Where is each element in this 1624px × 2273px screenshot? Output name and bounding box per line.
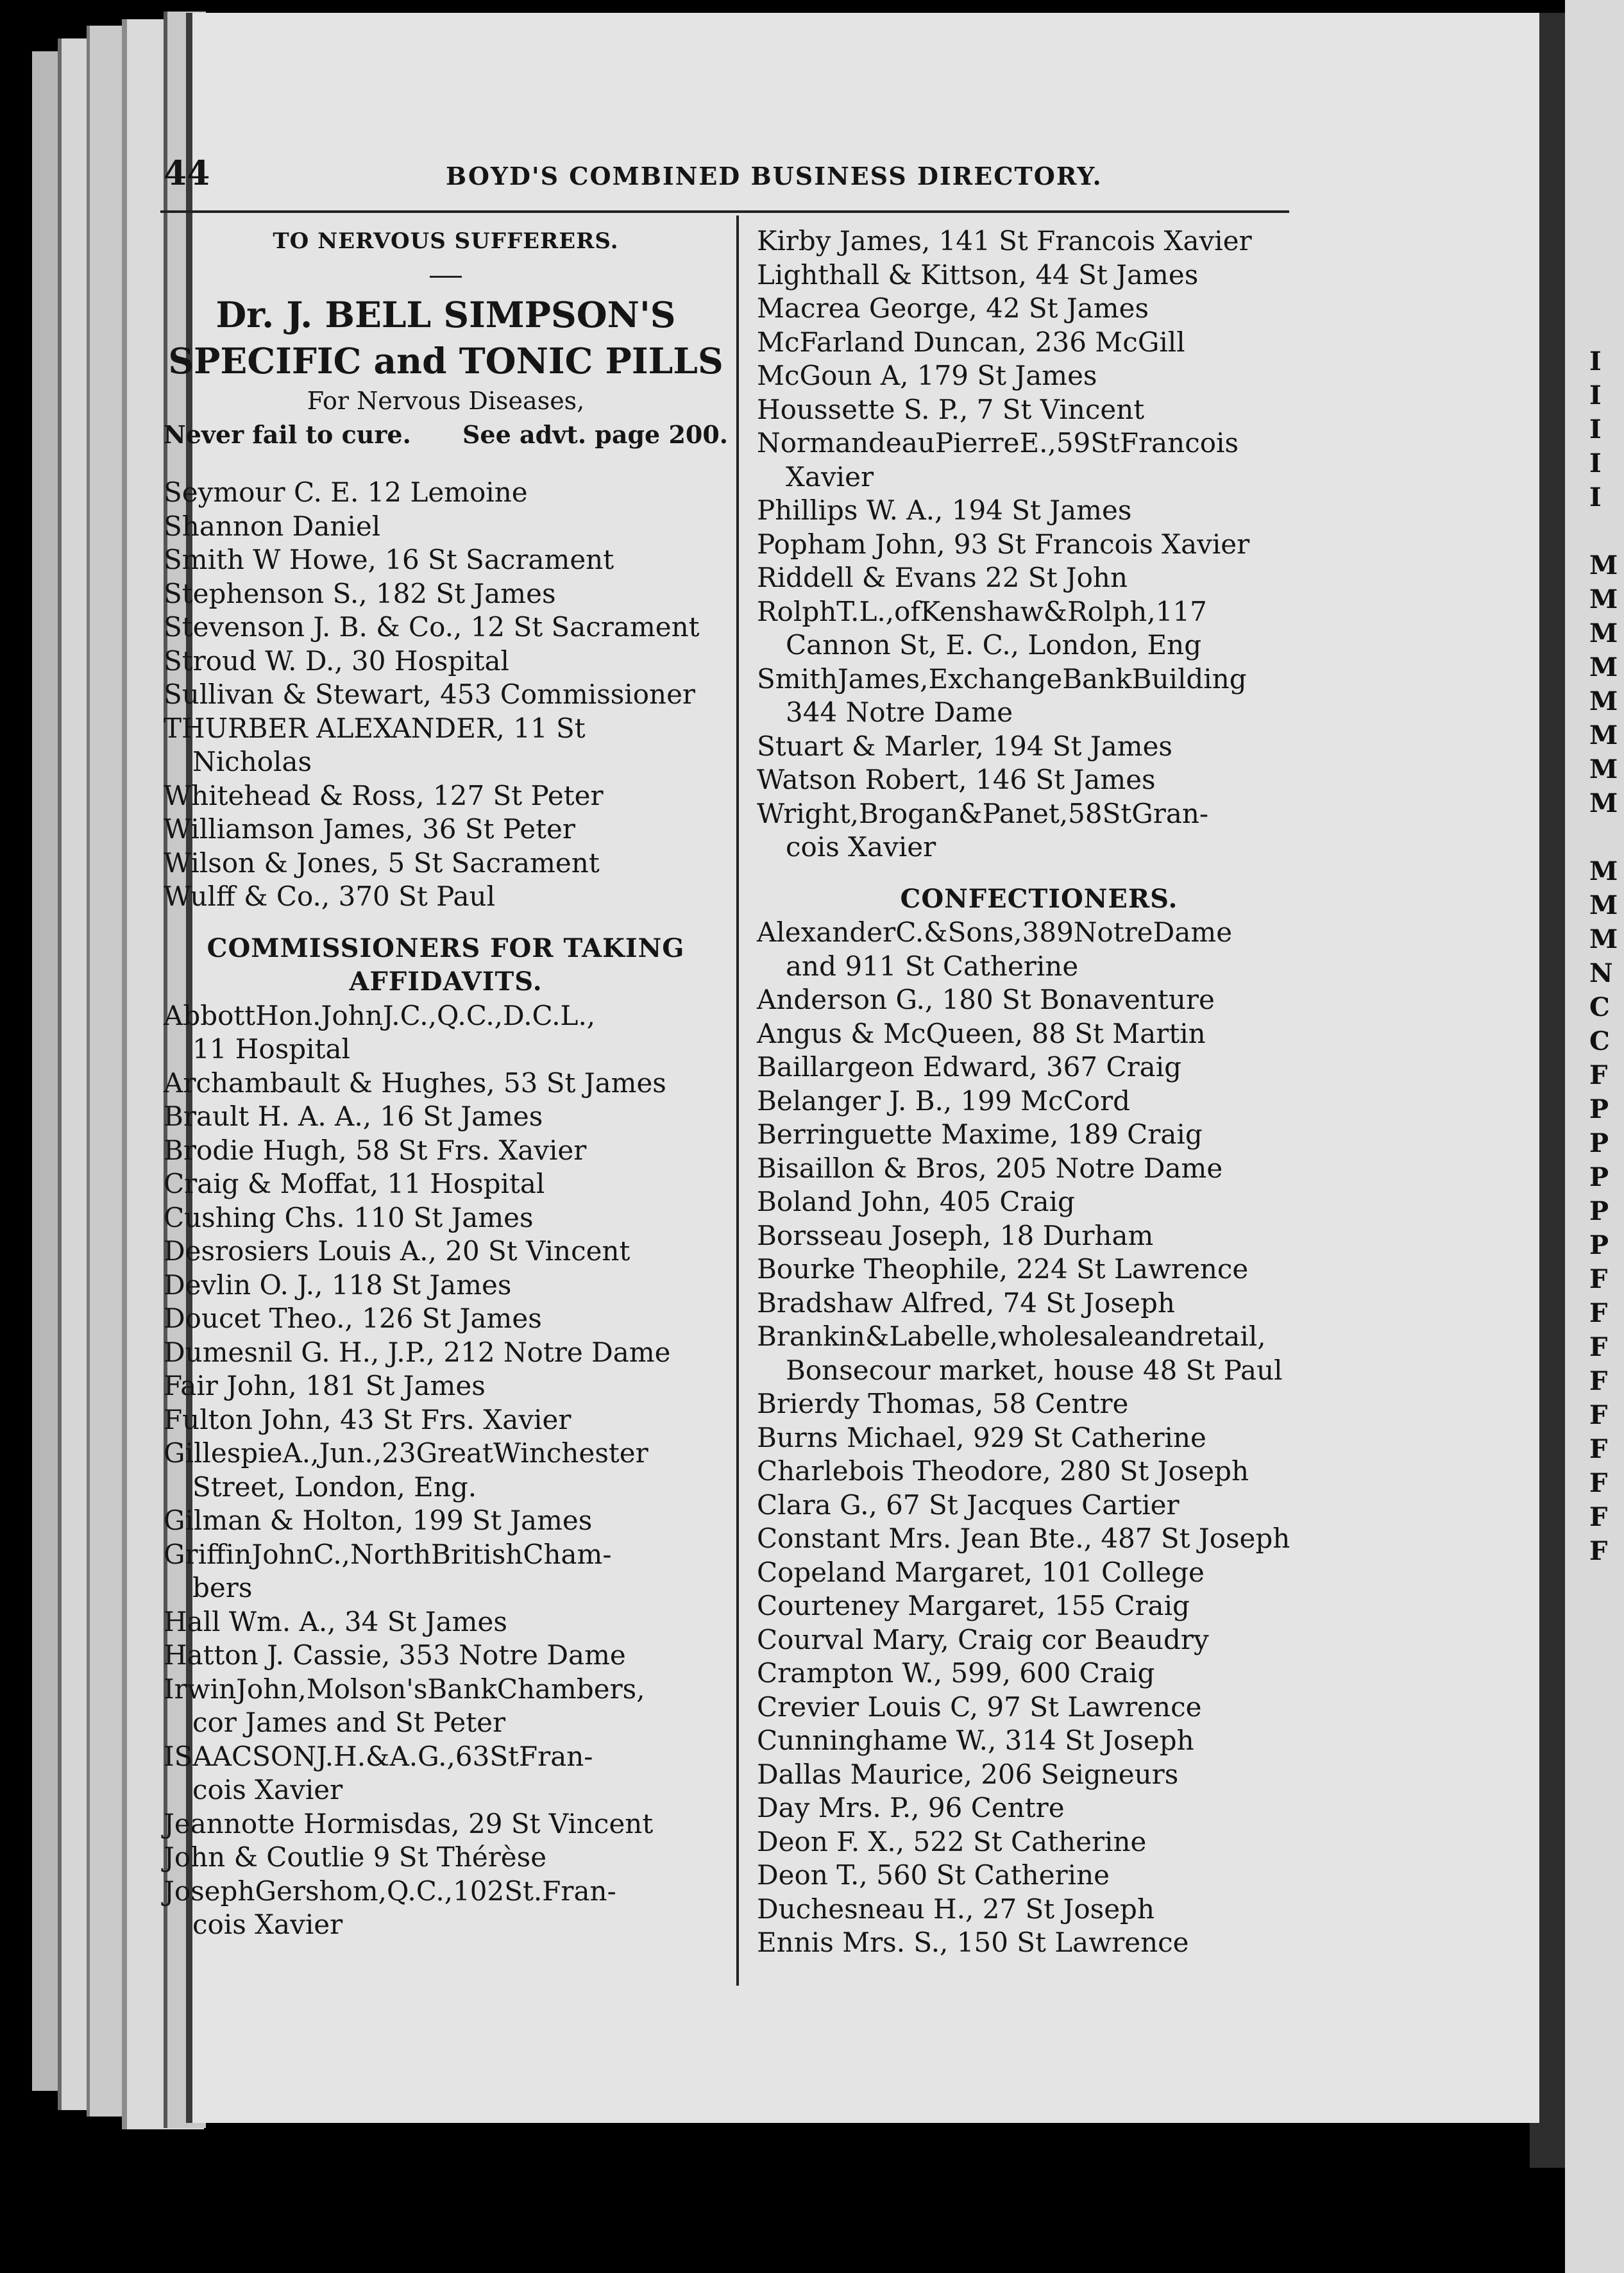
next-page-letter: M bbox=[1589, 890, 1618, 920]
word: Notre bbox=[1073, 917, 1153, 948]
next-page-letter: F bbox=[1589, 1060, 1608, 1090]
listing-entry: Bourke Theophile, 224 St Lawrence bbox=[757, 1253, 1249, 1285]
advert-right-note: See advt. page 200. bbox=[462, 419, 728, 449]
word: L., bbox=[859, 595, 895, 627]
word: Normandeau bbox=[757, 427, 935, 459]
listing-entry bbox=[164, 1437, 728, 1471]
word: 59 bbox=[1056, 427, 1091, 459]
spacer bbox=[164, 914, 728, 932]
listing-entry: Belanger J. B., 199 McCord bbox=[757, 1085, 1131, 1117]
listing-entry: Wilson & Jones, 5 St Sacrament bbox=[164, 847, 600, 879]
listing-continuation: cois Xavier bbox=[786, 831, 936, 863]
listing-continuation: Street, London, Eng. bbox=[192, 1471, 477, 1503]
listing-entry bbox=[757, 427, 1321, 461]
next-page-letter: M bbox=[1589, 924, 1618, 954]
page-header bbox=[164, 149, 1267, 194]
word: & bbox=[958, 797, 983, 829]
advert-left-note: Never fail to cure. bbox=[164, 419, 411, 449]
listing-entry: Shannon Daniel bbox=[164, 510, 381, 542]
listing-entry: Fair John, 181 St James bbox=[164, 1370, 486, 1401]
listing-entry bbox=[164, 1673, 728, 1707]
listing-entry: Dallas Maurice, 206 Seigneurs bbox=[757, 1758, 1179, 1790]
listing-entry: Gilman & Holton, 199 St James bbox=[164, 1505, 593, 1536]
listing-entry bbox=[757, 595, 1321, 629]
listing-continuation: cois Xavier bbox=[192, 1909, 343, 1940]
word: retail, bbox=[1184, 1321, 1266, 1352]
word: & bbox=[924, 917, 948, 948]
listing-continuation: Bonsecour market, house 48 St Paul bbox=[786, 1354, 1283, 1386]
listing-entry: Berringuette Maxime, 189 Craig bbox=[757, 1119, 1203, 1150]
listing-continuation: bers bbox=[192, 1572, 253, 1603]
listing-entry: Stroud W. D., 30 Hospital bbox=[164, 645, 509, 677]
listing-entry: Burns Michael, 929 St Catherine bbox=[757, 1421, 1206, 1453]
advert-notes bbox=[164, 418, 728, 452]
word: & bbox=[865, 1321, 890, 1352]
listing-entry: Sullivan & Stewart, 453 Commissioner bbox=[164, 679, 696, 710]
word: St. bbox=[504, 1875, 543, 1907]
word: G., bbox=[418, 1740, 455, 1772]
word: T. bbox=[836, 595, 859, 627]
listing-group-w bbox=[164, 779, 728, 914]
word: James, bbox=[837, 663, 929, 695]
listing-entry: Desrosiers Louis A., 20 St Vincent bbox=[164, 1235, 630, 1267]
next-page-letter: P bbox=[1589, 1196, 1609, 1226]
word: North bbox=[350, 1538, 432, 1570]
listing-entry: Charlebois Theodore, 280 St Joseph bbox=[757, 1455, 1249, 1487]
commissioners-list bbox=[164, 999, 728, 1942]
word: St bbox=[1090, 427, 1120, 459]
listing-entry: Baillargeon Edward, 367 Craig bbox=[757, 1051, 1182, 1083]
listing-group-k-w bbox=[757, 224, 1321, 865]
listing-entry: Day Mrs. P., 96 Centre bbox=[757, 1792, 1065, 1823]
advert-kicker: TO NERVOUS SUFFERERS. bbox=[273, 228, 619, 254]
word: Sons, bbox=[947, 917, 1022, 948]
listing-entry: Crampton W., 599, 600 Craig bbox=[757, 1657, 1155, 1689]
next-page-letter: F bbox=[1589, 1366, 1608, 1396]
next-page-letter: F bbox=[1589, 1468, 1608, 1498]
listing-entry: Borsseau Joseph, 18 Durham bbox=[757, 1219, 1154, 1251]
listing-entry bbox=[164, 1740, 728, 1774]
word: John bbox=[251, 1538, 314, 1570]
word: Alexander bbox=[757, 917, 896, 948]
word: John, bbox=[236, 1673, 307, 1705]
next-page-letter: N bbox=[1589, 958, 1613, 988]
word: St bbox=[489, 1740, 519, 1772]
word: and bbox=[1133, 1321, 1185, 1352]
next-page-letter: I bbox=[1589, 482, 1602, 512]
word: Fran- bbox=[519, 1740, 593, 1772]
word: Rolph, bbox=[1067, 595, 1156, 627]
next-page-letter: F bbox=[1589, 1264, 1608, 1294]
word: C., bbox=[313, 1538, 350, 1570]
listing-entry: Copeland Margaret, 101 College bbox=[757, 1556, 1205, 1588]
listing-entry: Lighthall & Kittson, 44 St James bbox=[757, 258, 1199, 291]
word: C., bbox=[400, 999, 437, 1031]
word: Gillespie bbox=[164, 1437, 283, 1469]
word: Jun., bbox=[319, 1437, 382, 1469]
listing-entry: Doucet Theo., 126 St James bbox=[164, 1303, 542, 1334]
next-page-letter: M bbox=[1589, 584, 1618, 614]
word: 117 bbox=[1155, 595, 1207, 627]
listing-entry: Devlin O. J., 118 St James bbox=[164, 1269, 512, 1301]
listing-continuation: cor James and St Peter bbox=[192, 1707, 506, 1738]
word: 389 bbox=[1022, 917, 1074, 948]
word: Bank bbox=[1062, 663, 1132, 695]
listing-entry: Fulton John, 43 St Frs. Xavier bbox=[164, 1403, 571, 1435]
word: 58 bbox=[1068, 797, 1103, 829]
word: Cham- bbox=[523, 1538, 612, 1570]
listing-continuation: Cannon St, E. C., London, Eng bbox=[786, 629, 1202, 661]
word: British bbox=[431, 1538, 523, 1570]
next-page-letter: F bbox=[1589, 1502, 1608, 1532]
listing-entry: McGoun A, 179 St James bbox=[757, 360, 1097, 391]
next-page-letter: I bbox=[1589, 414, 1602, 444]
section-heading-commissioners: COMMISSIONERS FOR TAKING bbox=[207, 933, 685, 963]
word: Brogan bbox=[858, 797, 959, 829]
listing-entry: Brierdy Thomas, 58 Centre bbox=[757, 1388, 1129, 1419]
next-page-letter: C bbox=[1589, 992, 1610, 1022]
next-page-letter: P bbox=[1589, 1094, 1609, 1124]
word: Irwin bbox=[164, 1673, 237, 1705]
word: Panet, bbox=[982, 797, 1069, 829]
word: D.C.L., bbox=[503, 999, 596, 1031]
word: Gershom, bbox=[255, 1875, 387, 1907]
word: Kenshaw bbox=[920, 595, 1044, 627]
next-page-letter: F bbox=[1589, 1434, 1608, 1464]
next-page-letter: M bbox=[1589, 550, 1618, 580]
word: of bbox=[894, 595, 920, 627]
word: Smith bbox=[757, 663, 838, 695]
word: J. bbox=[382, 999, 400, 1031]
word: Labelle, bbox=[889, 1321, 999, 1352]
word: A., bbox=[282, 1437, 319, 1469]
listing-entry: Cushing Chs. 110 St James bbox=[164, 1201, 534, 1233]
listing-group-s bbox=[164, 476, 728, 712]
listing-entry bbox=[757, 797, 1321, 831]
listing-entry: Bradshaw Alfred, 74 St Joseph bbox=[757, 1287, 1175, 1319]
listing-continuation: 344 Notre Dame bbox=[786, 697, 1013, 728]
listing-entry: Stephenson S., 182 St James bbox=[164, 577, 556, 609]
listing-entry: Cunninghame W., 314 St Joseph bbox=[757, 1725, 1194, 1756]
next-page-letter: M bbox=[1589, 720, 1618, 750]
word: Bank bbox=[427, 1673, 497, 1705]
advert-title-2: SPECIFIC and TONIC PILLS bbox=[168, 340, 723, 382]
listing-entry: Boland John, 405 Craig bbox=[757, 1186, 1075, 1217]
listing-entry: Brodie Hugh, 58 St Frs. Xavier bbox=[164, 1134, 587, 1166]
listing-entry: Courteney Margaret, 155 Craig bbox=[757, 1590, 1190, 1621]
listing-continuation: Nicholas bbox=[192, 746, 312, 777]
listing-entry: Houssette S. P., 7 St Vincent bbox=[757, 393, 1145, 425]
listing-entry: Hall Wm. A., 34 St James bbox=[164, 1605, 507, 1637]
spacer bbox=[757, 865, 1321, 883]
word: & bbox=[1043, 595, 1068, 627]
word: Francois bbox=[1119, 427, 1239, 459]
word: Dame bbox=[1153, 917, 1233, 948]
listing-entry bbox=[164, 999, 728, 1033]
listing-entry: Courval Mary, Craig cor Beaudry bbox=[757, 1623, 1209, 1655]
listing-continuation: cois Xavier bbox=[192, 1774, 343, 1805]
word: 23 bbox=[382, 1437, 416, 1469]
listing-entry: Riddell & Evans 22 St John bbox=[757, 562, 1128, 593]
word: Griffin bbox=[164, 1538, 252, 1570]
word: Hon. bbox=[255, 999, 321, 1031]
word: Pierre bbox=[935, 427, 1020, 459]
word: wholesale bbox=[998, 1321, 1134, 1352]
next-page-letter: I bbox=[1589, 346, 1602, 376]
listing-entry: Popham John, 93 St Francois Xavier bbox=[757, 528, 1250, 560]
word: Chambers, bbox=[496, 1673, 645, 1705]
confectioners-list bbox=[757, 916, 1321, 1960]
listing-entry: Williamson James, 36 St Peter bbox=[164, 813, 575, 845]
running-title: BOYD'S COMBINED BUSINESS DIRECTORY. bbox=[446, 162, 1103, 190]
word: Rolph bbox=[757, 595, 837, 627]
advert-subtitle: For Nervous Diseases, bbox=[307, 387, 585, 415]
listing-entry: Deon F. X., 522 St Catherine bbox=[757, 1825, 1147, 1857]
listing-entry: Archambault & Hughes, 53 St James bbox=[164, 1067, 666, 1099]
thurber-address: 11 St bbox=[513, 712, 586, 744]
listing-entry: Phillips W. A., 194 St James bbox=[757, 494, 1132, 526]
listing-entry bbox=[757, 663, 1321, 697]
word: A. bbox=[389, 1740, 418, 1772]
word: Joseph bbox=[164, 1875, 255, 1907]
word: H. bbox=[334, 1740, 366, 1772]
word: Great bbox=[416, 1437, 493, 1469]
next-page-letter: I bbox=[1589, 448, 1602, 478]
next-page-letter: C bbox=[1589, 1026, 1610, 1056]
right-column bbox=[757, 224, 1321, 1960]
word: & bbox=[366, 1740, 390, 1772]
next-page-letter: P bbox=[1589, 1162, 1609, 1192]
next-page-letter: M bbox=[1589, 856, 1618, 886]
listing-entry: Duchesneau H., 27 St Joseph bbox=[757, 1893, 1155, 1925]
next-page-letter: M bbox=[1589, 652, 1618, 682]
word: Q. bbox=[387, 1875, 416, 1907]
listing-continuation: Xavier bbox=[786, 461, 874, 493]
word: C., bbox=[416, 1875, 453, 1907]
listing-entry: Stevenson J. B. & Co., 12 St Sacrament bbox=[164, 611, 700, 643]
listing-entry: Ennis Mrs. S., 150 St Lawrence bbox=[757, 1927, 1189, 1958]
next-page-letter: M bbox=[1589, 618, 1618, 648]
listing-entry: McFarland Duncan, 236 McGill bbox=[757, 326, 1185, 358]
listing-entry bbox=[757, 1320, 1321, 1354]
next-page-letter: F bbox=[1589, 1298, 1608, 1328]
next-page-letter: F bbox=[1589, 1400, 1608, 1430]
thurber-name: THURBER ALEXANDER, bbox=[164, 712, 505, 744]
listing-entry bbox=[164, 1875, 728, 1909]
word: Winchester bbox=[493, 1437, 648, 1469]
word: Building bbox=[1131, 663, 1247, 695]
listing-entry: Stuart & Marler, 194 St James bbox=[757, 730, 1172, 762]
word: Abbott bbox=[164, 999, 256, 1031]
section-heading-confectioners: CONFECTIONERS. bbox=[900, 883, 1178, 914]
header-rule bbox=[160, 210, 1289, 213]
listing-entry: Watson Robert, 146 St James bbox=[757, 764, 1156, 795]
next-page-letters bbox=[1589, 346, 1624, 2014]
listing-entry: Crevier Louis C, 97 St Lawrence bbox=[757, 1691, 1202, 1723]
listing-entry: Jeannotte Hormisdas, 29 St Vincent bbox=[164, 1807, 654, 1839]
word: Brankin bbox=[757, 1321, 865, 1352]
next-page-letter bbox=[1589, 822, 1624, 856]
listing-entry: Bisaillon & Bros, 205 Notre Dame bbox=[757, 1152, 1223, 1184]
listing-entry: Whitehead & Ross, 127 St Peter bbox=[164, 779, 604, 811]
listing-entry: Angus & McQueen, 88 St Martin bbox=[757, 1017, 1206, 1049]
page-number: 44 bbox=[164, 154, 210, 193]
listing-entry: Dumesnil G. H., J.P., 212 Notre Dame bbox=[164, 1336, 671, 1368]
spacer bbox=[164, 452, 728, 476]
word: Exchange bbox=[928, 663, 1063, 695]
listing-entry: Seymour C. E. 12 Lemoine bbox=[164, 477, 528, 508]
listing-entry bbox=[164, 1538, 728, 1572]
word: 102 bbox=[453, 1875, 505, 1907]
next-page-letter: F bbox=[1589, 1332, 1608, 1362]
listing-entry: Clara G., 67 St Jacques Cartier bbox=[757, 1489, 1180, 1521]
column-divider bbox=[736, 215, 739, 1986]
listing-entry: Deon T., 560 St Catherine bbox=[757, 1859, 1110, 1891]
listing-entry: Macrea George, 42 St James bbox=[757, 292, 1149, 324]
next-page-letter: P bbox=[1589, 1230, 1609, 1260]
word: J. bbox=[316, 1740, 334, 1772]
listing-continuation: and 911 St Catherine bbox=[786, 950, 1079, 982]
listing-entry: Wulff & Co., 370 St Paul bbox=[164, 881, 496, 912]
word: 63 bbox=[455, 1740, 490, 1772]
advert-title-1: Dr. J. BELL SIMPSON'S bbox=[216, 294, 676, 335]
next-page-letter bbox=[1589, 516, 1624, 550]
word: C. bbox=[895, 917, 924, 948]
word: Molson's bbox=[306, 1673, 428, 1705]
listing-entry: Smith W Howe, 16 St Sacrament bbox=[164, 544, 614, 575]
word: John bbox=[321, 999, 383, 1031]
left-column bbox=[164, 224, 728, 1942]
next-page-letter: F bbox=[1589, 1536, 1608, 1566]
listing-entry-thurber bbox=[164, 712, 728, 746]
section-heading-commissioners-2: AFFIDAVITS. bbox=[349, 967, 543, 997]
listing-entry: Hatton J. Cassie, 353 Notre Dame bbox=[164, 1639, 626, 1671]
next-page-letter: M bbox=[1589, 788, 1618, 818]
next-page-letter: M bbox=[1589, 686, 1618, 716]
listing-entry: Constant Mrs. Jean Bte., 487 St Joseph bbox=[757, 1523, 1290, 1554]
word: E., bbox=[1019, 427, 1056, 459]
word: Gran- bbox=[1131, 797, 1209, 829]
next-page-letter: P bbox=[1589, 1128, 1609, 1158]
word: Fran- bbox=[542, 1875, 616, 1907]
listing-continuation: 11 Hospital bbox=[192, 1033, 350, 1065]
listing-entry bbox=[757, 916, 1321, 950]
listing-entry: Kirby James, 141 St Francois Xavier bbox=[757, 225, 1252, 257]
listing-entry: John & Coutlie 9 St Thérèse bbox=[164, 1841, 547, 1873]
advert-dash bbox=[164, 258, 728, 292]
word: St bbox=[1102, 797, 1132, 829]
listing-entry: Anderson G., 180 St Bonaventure bbox=[757, 984, 1215, 1015]
next-page-letter: I bbox=[1589, 380, 1602, 410]
word: ISAACSON bbox=[164, 1740, 317, 1772]
word: Q.C., bbox=[437, 999, 503, 1031]
next-page-letter: M bbox=[1589, 754, 1618, 784]
listing-entry: Craig & Moffat, 11 Hospital bbox=[164, 1168, 545, 1199]
listing-entry: Brault H. A. A., 16 St James bbox=[164, 1101, 543, 1132]
word: Wright, bbox=[757, 797, 859, 829]
